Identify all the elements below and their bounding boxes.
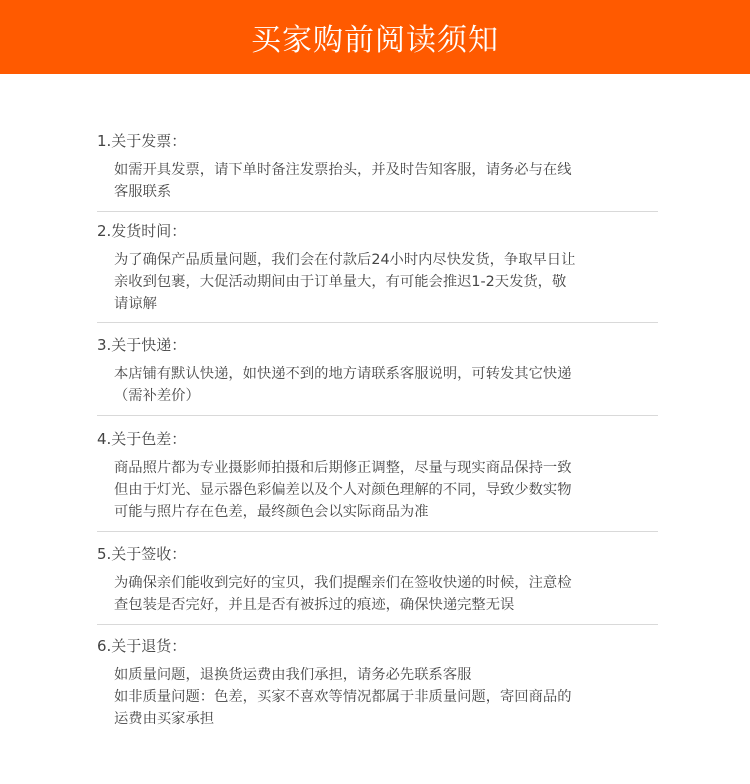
- section-line: 如质量问题，退换货运费由我们承担，请务必先联系客服: [114, 667, 472, 683]
- section-title: 4.关于色差：: [97, 430, 187, 448]
- section-line: 为了确保产品质量问题，我们会在付款后24小时内尽快发货，争取早日让: [114, 252, 576, 268]
- section-line: 商品照片都为专业摄影师拍摄和后期修正调整，尽量与现实商品保持一致: [114, 460, 572, 476]
- section-title: 1.关于发票：: [97, 132, 187, 150]
- section-receipt: [97, 544, 658, 616]
- section-line: 运费由买家承担: [114, 711, 215, 727]
- divider: [97, 531, 658, 532]
- section-body: [114, 363, 658, 407]
- section-body: [114, 457, 658, 523]
- section-line: 如非质量问题：色差，买家不喜欢等情况都属于非质量问题，寄回商品的: [114, 689, 572, 705]
- section-line: 客服联系: [114, 184, 172, 200]
- page-title: 买家购前阅读须知: [251, 23, 499, 58]
- section-body: [114, 572, 658, 616]
- divider: [97, 211, 658, 212]
- section-line: 查包装是否完好，并且是否有被拆过的痕迹，确保快递完整无误: [114, 597, 515, 613]
- section-color-difference: [97, 429, 658, 523]
- section-title: 5.关于签收：: [97, 545, 187, 563]
- divider: [97, 322, 658, 323]
- section-line: 可能与照片存在色差，最终颜色会以实际商品为准: [114, 504, 429, 520]
- section-line: 为确保亲们能收到完好的宝贝，我们提醒亲们在签收快递的时候，注意检: [114, 575, 572, 591]
- section-courier: [97, 335, 658, 407]
- divider: [97, 415, 658, 416]
- section-title: 2.发货时间：: [97, 222, 187, 240]
- divider: [97, 624, 658, 625]
- section-line: 亲收到包裹，大促活动期间由于订单量大，有可能会推迟1-2天发货，敬: [114, 274, 567, 290]
- section-body: [114, 249, 658, 315]
- section-body: [114, 664, 658, 730]
- header-banner: [0, 0, 750, 74]
- section-body: [114, 159, 658, 203]
- section-shipping-time: [97, 221, 658, 315]
- section-line: 如需开具发票，请下单时备注发票抬头，并及时告知客服，请务必与在线: [114, 162, 572, 178]
- section-line: 请谅解: [114, 296, 157, 312]
- section-invoice: [97, 131, 658, 203]
- section-line: 但由于灯光、显示器色彩偏差以及个人对颜色理解的不同，导致少数实物: [114, 482, 572, 498]
- section-title: 6.关于退货：: [97, 637, 187, 655]
- section-line: （需补差价）: [114, 388, 200, 404]
- section-title: 3.关于快递：: [97, 336, 187, 354]
- section-line: 本店铺有默认快递，如快递不到的地方请联系客服说明，可转发其它快递: [114, 366, 572, 382]
- section-returns: [97, 636, 658, 730]
